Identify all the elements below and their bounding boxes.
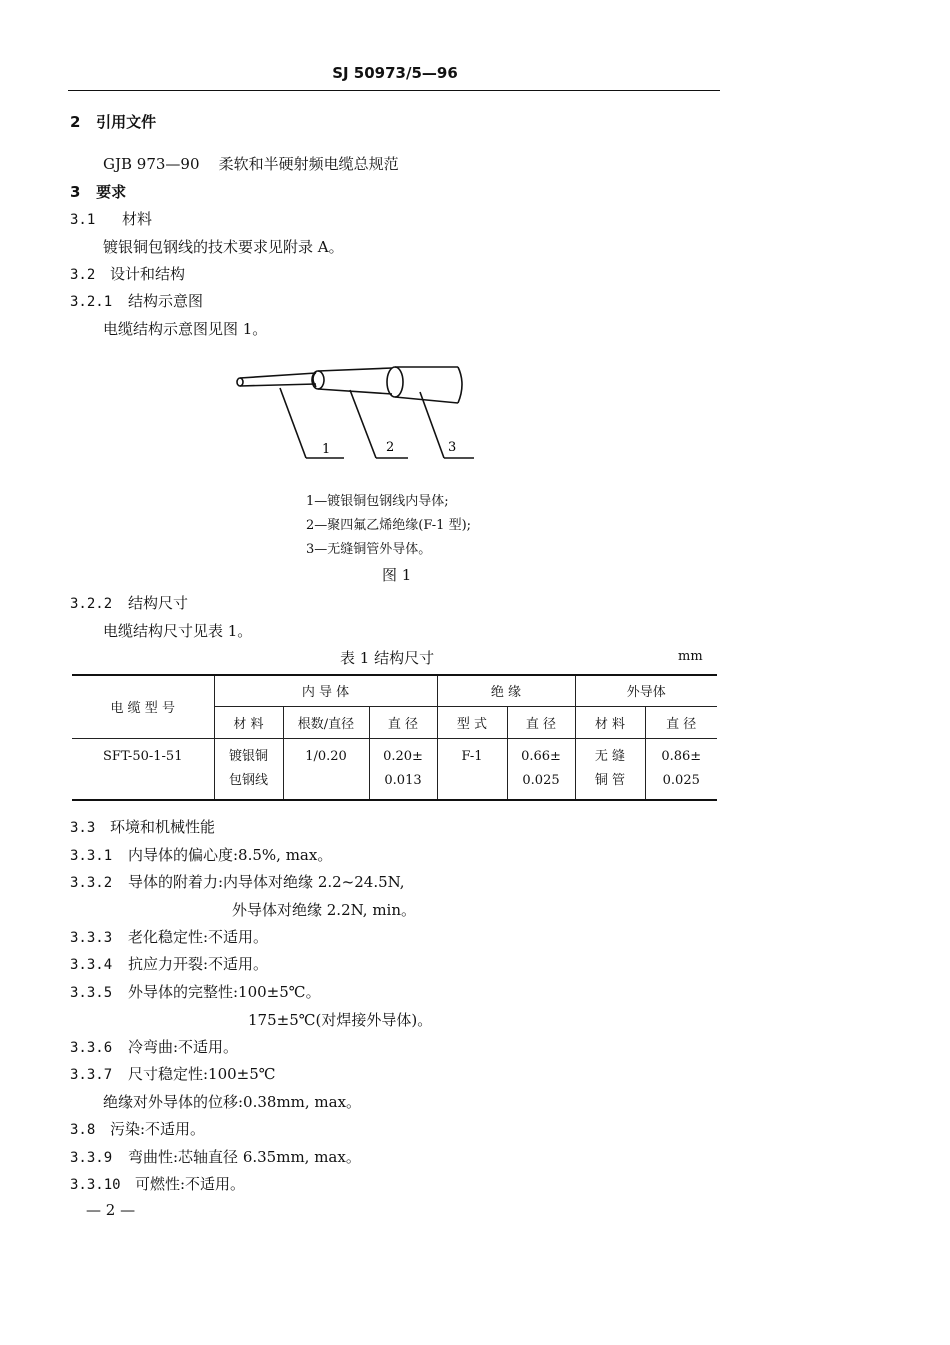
section-3-1-heading: [70, 208, 152, 229]
cell-outer-material: [575, 738, 645, 800]
section-title: 环境和机械性能: [110, 818, 216, 836]
figure-caption: 图 1: [382, 566, 412, 584]
subheader-inner-diameter: 直 径: [369, 706, 437, 738]
cell-line: 0.86±: [661, 748, 702, 764]
requirement-item: [70, 1173, 245, 1194]
item-number: 3.3.10: [70, 1177, 121, 1193]
subheader-count-diameter: 根数/直径: [283, 706, 369, 738]
item-number: 3.3.4: [70, 957, 113, 973]
cell-inner-material: [214, 738, 283, 800]
leader-line-2: [350, 390, 376, 458]
item-number: 3.8: [70, 1122, 96, 1138]
cell-line: 0.025: [522, 772, 560, 788]
outer-conductor-end: [387, 367, 403, 397]
outer-conductor: [395, 397, 458, 403]
reference-document: [103, 153, 399, 174]
reference-title: 柔软和半硬射频电缆总规范: [218, 155, 399, 173]
section-3-2-2-heading: [70, 592, 188, 613]
item-number: 3.3.9: [70, 1150, 113, 1166]
cell-line: 0.025: [662, 772, 700, 788]
insulation: [318, 368, 392, 371]
cell-count-diameter: 1/0.20: [283, 738, 369, 800]
item-text: 尺寸稳定性:100±5℃: [128, 1065, 276, 1083]
cell-insulation-type: F-1: [437, 738, 507, 800]
section-3-3-heading: [70, 816, 215, 837]
cell-line: 包钢线: [228, 772, 268, 788]
requirement-item-continuation: 外导体对绝缘 2.2N, min。: [232, 901, 417, 919]
outer-conductor-cut: [458, 367, 462, 403]
section-3-heading: [70, 181, 126, 202]
table-caption: 表 1 结构尺寸: [340, 649, 435, 667]
figure-label-1: 1: [322, 442, 331, 457]
item-number: 3.3.3: [70, 930, 113, 946]
subheader-outer-diameter: 直 径: [645, 706, 717, 738]
inner-conductor-header: 内 导 体: [214, 675, 437, 706]
outer-conductor-header: 外导体: [575, 675, 717, 706]
figure-legend-1: 1—镀银铜包钢线内导体;: [306, 494, 449, 509]
item-text: 冷弯曲:不适用。: [128, 1038, 239, 1056]
requirement-item: [70, 1036, 238, 1057]
cell-line: 无 缝: [594, 748, 626, 764]
section-title: 结构示意图: [128, 292, 204, 310]
cable-structure-figure: [230, 358, 490, 468]
leader-line-1: [280, 388, 306, 458]
section-number: 3.2.1: [70, 294, 113, 310]
cell-line: 0.20±: [383, 748, 423, 764]
header-rule: [68, 90, 720, 91]
requirement-item: [70, 926, 268, 947]
requirement-item: [70, 981, 321, 1002]
item-number: 3.3.7: [70, 1067, 113, 1083]
section-3-2-1-body: 电缆结构示意图见图 1。: [103, 320, 268, 338]
section-2-heading: [70, 111, 156, 132]
subheader-insulation-diameter: 直 径: [507, 706, 575, 738]
requirement-item: [70, 1146, 361, 1167]
cell-model: SFT-50-1-51: [72, 738, 214, 800]
item-number: 3.3.1: [70, 848, 113, 864]
item-text: 抗应力开裂:不适用。: [128, 955, 269, 973]
item-number: 3.3.6: [70, 1040, 113, 1056]
requirement-item: [70, 844, 332, 865]
inner-conductor-end: [237, 378, 243, 386]
figure-legend-2: 2—聚四氟乙烯绝缘(F-1 型);: [306, 518, 472, 533]
cell-line: 镀银铜: [228, 748, 268, 764]
item-number: 3.3.5: [70, 985, 113, 1001]
item-text: 可燃性:不适用。: [135, 1175, 246, 1193]
requirement-item-continuation: 绝缘对外导体的位移:0.38mm, max。: [103, 1093, 362, 1111]
page-number: — 2 —: [86, 1201, 136, 1219]
section-3-2-1-heading: [70, 290, 203, 311]
item-text: 污染:不适用。: [110, 1120, 206, 1138]
cell-outer-diameter: [645, 738, 717, 800]
requirement-item: [70, 953, 268, 974]
subheader-outer-material: 材 料: [575, 706, 645, 738]
section-title: 结构尺寸: [128, 594, 189, 612]
cell-line: 0.013: [384, 772, 422, 788]
item-text: 内导体的偏心度:8.5%, max。: [128, 846, 333, 864]
section-number: 3.3: [70, 820, 96, 836]
section-title: 材料: [122, 210, 153, 228]
cell-inner-diameter: [369, 738, 437, 800]
item-text: 导体的附着力:内导体对绝缘 2.2~24.5N,: [128, 873, 405, 891]
section-3-2-2-body: 电缆结构尺寸见表 1。: [103, 622, 253, 640]
requirement-item: [70, 1118, 205, 1139]
requirement-item: [70, 871, 405, 892]
item-number: 3.3.2: [70, 875, 113, 891]
inner-conductor: [240, 373, 316, 378]
cell-line: 铜 管: [594, 772, 626, 788]
subheader-insulation-type: 型 式: [437, 706, 507, 738]
subheader-inner-material: 材 料: [214, 706, 283, 738]
insulation: [318, 389, 392, 394]
section-number: 3: [70, 183, 81, 201]
section-title: 引用文件: [96, 113, 157, 131]
cell-insulation-diameter: [507, 738, 575, 800]
item-text: 弯曲性:芯轴直径 6.35mm, max。: [128, 1148, 361, 1166]
section-number: 2: [70, 113, 81, 131]
reference-code: GJB 973—90: [103, 155, 200, 173]
document-header: SJ 50973/5—96: [332, 64, 458, 82]
section-title: 设计和结构: [110, 265, 186, 283]
model-header: 电 缆 型 号: [72, 675, 214, 738]
item-text: 老化稳定性:不适用。: [128, 928, 269, 946]
table-unit: mm: [678, 649, 703, 664]
cell-line: 0.66±: [521, 748, 561, 764]
figure-legend-3: 3—无缝铜管外导体。: [306, 542, 432, 557]
section-number: 3.2: [70, 267, 96, 283]
section-number: 3.2.2: [70, 596, 113, 612]
figure-label-3: 3: [448, 440, 457, 455]
figure-label-2: 2: [386, 440, 395, 455]
item-text: 外导体的完整性:100±5℃。: [128, 983, 321, 1001]
section-title: 要求: [96, 183, 127, 201]
insulation-header: 绝 缘: [437, 675, 575, 706]
inner-conductor: [240, 384, 316, 386]
section-3-1-body: 镀银铜包钢线的技术要求见附录 A。: [103, 238, 344, 256]
requirement-item-continuation: 175±5℃(对焊接外导体)。: [248, 1011, 433, 1029]
requirement-item: [70, 1063, 276, 1084]
section-3-2-heading: [70, 263, 185, 284]
structure-dimensions-table: [72, 674, 717, 801]
section-number: 3.1: [70, 212, 96, 228]
